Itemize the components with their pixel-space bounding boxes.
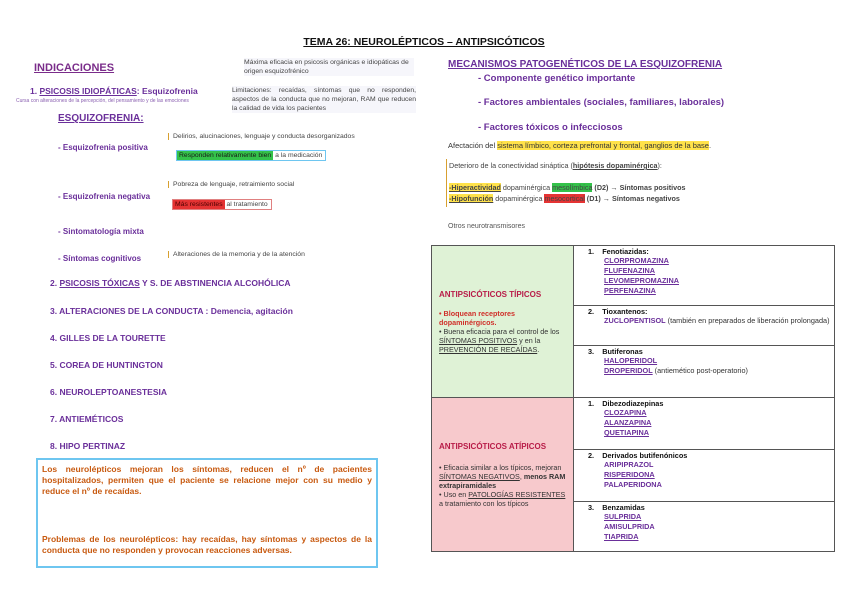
dibezodiazepinas-cell (574, 398, 835, 450)
butiferonas-header (588, 347, 833, 356)
indicacion-3 (50, 306, 293, 316)
tioxantenos-header (588, 307, 833, 316)
indicacion-8-text: HIPO PERTINAZ (59, 441, 126, 451)
butifenonicos-cell (574, 450, 835, 502)
fam-name: Dibezodiazepinas (602, 399, 664, 408)
indicacion-1-title: PSICOSIS IDIOPÁTICAS (39, 86, 137, 96)
drug-zuclopentisol (604, 316, 833, 326)
fam-num: 1. (588, 399, 595, 408)
sintomas-negativos-link: SÍNTOMAS NEGATIVOS (439, 471, 520, 481)
indicacion-4 (50, 333, 166, 343)
indicacion-6 (50, 387, 167, 397)
indicacion-2-num: 2. (50, 278, 58, 288)
drug-amisulprida: AMISULPRIDA (604, 522, 655, 531)
tipicos-b2-post: . (537, 344, 540, 354)
fam-num: 3. (588, 503, 595, 512)
hiper-dopa: dopaminérgica (500, 183, 553, 192)
sintomas-cognitivos-desc: Alteraciones de la memoria y de la atención (168, 251, 305, 258)
tipicos-bullet-1: • Bloquean receptores dopaminérgicos. (439, 308, 516, 327)
atipicos-b1-post: , (519, 471, 522, 481)
negativa-response-highlight: Más resistentes (175, 201, 223, 208)
drug-tiaprida: TIAPRIDA (604, 532, 639, 541)
drug-droperidol-name: DROPERIDOL (604, 366, 653, 375)
deterioro-text (449, 161, 662, 170)
indicacion-2 (50, 278, 291, 288)
eficacia-note: Máxima eficacia en psicosis orgánicas e idiopáticas de origen esquizofrénico (244, 58, 414, 76)
mecanismos-heading: MECANISMOS PATOGENÉTICOS DE LA ESQUIZOFRENIA (448, 59, 723, 70)
deterioro-box (446, 159, 837, 207)
fenotiazidas-cell (574, 246, 835, 306)
atipicos-b1-pre: • Eficacia similar a los típicos, mejoran (439, 462, 562, 472)
afectacion-post: . (708, 141, 712, 150)
drug-aripiprazol: ARIPIPRAZOL (604, 460, 654, 469)
negativa-response (172, 199, 272, 210)
drug-levomepromazina: LEVOMEPROMAZINA (604, 276, 679, 285)
prevencion-recaidas: PREVENCIÓN DE RECAÍDAS (439, 344, 538, 354)
tipicos-b2-pre: • Buena eficacia para el control de los (439, 326, 560, 336)
indicacion-5-text: COREA DE HUNTINGTON (59, 360, 163, 370)
indicaciones-heading: INDICACIONES (34, 62, 115, 74)
indicacion-6-text: NEUROLEPTOANESTESIA (59, 387, 167, 397)
drug-droperidol-note: (antiemético post-operatorio) (652, 366, 748, 375)
drug-flufenazina: FLUFENAZINA (604, 266, 656, 275)
tipicos-b2-mid: y en la (517, 335, 541, 345)
table-row (432, 398, 835, 450)
hipofuncion-line (449, 194, 680, 203)
indicacion-2-title: PSICOSIS TÓXICAS (59, 278, 140, 288)
summary-box (36, 458, 378, 568)
hiperactividad-word: -Hiperactividad (449, 183, 501, 192)
deterioro-pre: Deterioro de la conectividad sináptica ( (449, 161, 573, 170)
indicacion-8 (50, 441, 125, 451)
drug-haloperidol: HALOPERIDOL (604, 356, 658, 365)
hipo-dopa: dopaminérgica (493, 194, 545, 203)
positiva-response (176, 150, 326, 161)
indicacion-1 (30, 86, 198, 96)
menos-ram: menos RAM extrapiramidales (439, 471, 566, 490)
deterioro-post: ): (657, 161, 662, 170)
positiva-response-rest: a la medicación (273, 152, 323, 159)
indicacion-7 (50, 414, 123, 424)
tipicos-title: ANTIPSICÓTICOS TÍPICOS (439, 289, 542, 299)
drug-sulprida: SULPRIDA (604, 512, 642, 521)
drug-quetiapina: QUETIAPINA (604, 428, 649, 437)
indicacion-7-num: 7. (50, 414, 58, 424)
afectacion-text (448, 141, 711, 150)
afectacion-pre: Afectación del (448, 141, 498, 150)
esquizofrenia-negativa-label: - Esquizofrenia negativa (58, 192, 151, 201)
fam-num: 3. (588, 347, 595, 356)
fam-name: Butiferonas (602, 347, 643, 356)
sintomas-negativos-result: (D1) → Síntomas negativos (584, 194, 680, 203)
sintomatologia-mixta-label: - Sintomatología mixta (58, 227, 144, 236)
table-row (432, 246, 835, 306)
hiperactividad-line (449, 183, 686, 192)
patologias-resistentes: PATOLOGÍAS RESISTENTES (468, 489, 566, 499)
atipicos-b2-pre: • Uso en (439, 489, 469, 499)
fam-num: 2. (588, 451, 595, 460)
positiva-response-highlight: Responden relativamente bien (179, 152, 272, 159)
butiferonas-cell (574, 346, 835, 398)
mesocortical-highlight: mesocortical (544, 194, 585, 203)
indicacion-5 (50, 360, 163, 370)
otros-neurotransmisores: Otros neurotransmisores (448, 223, 526, 230)
hipofuncion-word: -Hipofunción (449, 194, 494, 203)
atipicos-cell (432, 398, 574, 552)
fam-num: 2. (588, 307, 595, 316)
summary-problems: Problemas de los neurolépticos: hay recaídas, hay síntomas y aspectos de la conducta que no responden y provocan reacciones adversas. (42, 534, 372, 555)
atipicos-b2-post: a tratamiento con los típicos (439, 498, 529, 508)
mesolimbica-highlight: mesolímbica (552, 183, 593, 192)
mecanismo-toxico: - Factores tóxicos o infecciosos (478, 122, 623, 133)
tioxantenos-cell (574, 306, 835, 346)
indicacion-7-text: ANTIEMÉTICOS (59, 414, 124, 424)
drug-zuclopentisol-note: (también en preparados de liberación prolongada) (665, 316, 830, 325)
indicacion-8-num: 8. (50, 441, 58, 451)
esquizofrenia-heading: ESQUIZOFRENIA: (58, 113, 144, 124)
fam-name: Tioxantenos: (602, 307, 648, 316)
page-title: TEMA 26: NEUROLÉPTICOS – ANTIPSICÓTICOS (303, 36, 545, 48)
drug-clozapina: CLOZAPINA (604, 408, 647, 417)
tipicos-cell (432, 246, 574, 398)
atipicos-bullet-2 (439, 490, 569, 508)
esquizofrenia-positiva-label: - Esquizofrenia positiva (58, 143, 148, 152)
sintomas-positivos-link: SÍNTOMAS POSITIVOS (439, 335, 518, 345)
fam-name: Derivados butifenónicos (602, 451, 688, 460)
drug-risperidona: RISPERIDONA (604, 470, 655, 479)
sintomas-positivos-result: (D2) → Síntomas positivos (592, 183, 686, 192)
hipotesis-dopaminergica: hipótesis dopaminérgica (572, 161, 658, 170)
fam-name: Benzamidas (602, 503, 645, 512)
atipicos-title: ANTIPSICÓTICOS ATÍPICOS (439, 441, 547, 451)
tipicos-bullet-2 (439, 327, 569, 354)
afectacion-highlight: sistema límbico, corteza prefrontal y frontal, ganglios de la base (497, 141, 709, 150)
psicosis-tiny-note: Cursa con alteraciones de la percepción, del pensamiento y de las emociones (16, 98, 189, 104)
mecanismo-genetico: - Componente genético importante (478, 73, 636, 84)
summary-benefits: Los neurolépticos mejoran los síntomas, reducen el nº de pacientes hospitalizados, permiten que el paciente se relacione mejor con su medio y reduce el nº de recaídas. (42, 464, 372, 496)
sintomas-cognitivos-label: - Síntomas cognitivos (58, 254, 142, 263)
dibezodiazepinas-header (588, 399, 833, 408)
benzamidas-cell (574, 502, 835, 552)
drug-perfenazina: PERFENAZINA (604, 286, 656, 295)
esquizofrenia-negativa-desc: Pobreza de lenguaje, retraimiento social (168, 181, 294, 188)
drug-palaperidona: PALAPERIDONA (604, 480, 662, 489)
mecanismo-ambiental: - Factores ambientales (sociales, familiares, laborales) (478, 97, 725, 108)
esquizofrenia-positiva-desc: Delirios, alucinaciones, lenguaje y conducta desorganizados (168, 133, 355, 140)
indicacion-4-text: GILLES DE LA TOURETTE (59, 333, 166, 343)
indicacion-2-rest: Y S. DE ABSTINENCIA ALCOHÓLICA (139, 278, 291, 288)
negativa-response-rest: al tratamiento (224, 201, 268, 208)
indicacion-4-num: 4. (50, 333, 58, 343)
drug-alanzapina: ALANZAPINA (604, 418, 652, 427)
butifenonicos-header (588, 451, 833, 460)
indicacion-1-rest: : Esquizofrenia (136, 86, 198, 96)
antipsicoticos-table (431, 245, 835, 552)
indicacion-1-num: 1. (30, 86, 38, 96)
atipicos-bullet-1 (439, 463, 569, 490)
indicacion-5-num: 5. (50, 360, 58, 370)
fenotiazidas-header (588, 247, 833, 256)
fam-num: 1. (588, 247, 595, 256)
benzamidas-header (588, 503, 833, 512)
drug-droperidol (604, 366, 833, 376)
indicacion-3-num: 3. (50, 306, 58, 316)
indicacion-3-text: ALTERACIONES DE LA CONDUCTA : Demencia, agitación (59, 306, 293, 316)
drug-clorpromazina: CLORPROMAZINA (604, 256, 669, 265)
drug-zuclopentisol-name: ZUCLOPENTISOL (604, 316, 666, 325)
limitaciones-note: Limitaciones: recaídas, síntomas que no responden, aspectos de la conducta que no mejoran, RAM que reducen la calidad de vida los pacientes (232, 87, 416, 112)
fam-name: Fenotiazidas: (602, 247, 649, 256)
indicacion-6-num: 6. (50, 387, 58, 397)
